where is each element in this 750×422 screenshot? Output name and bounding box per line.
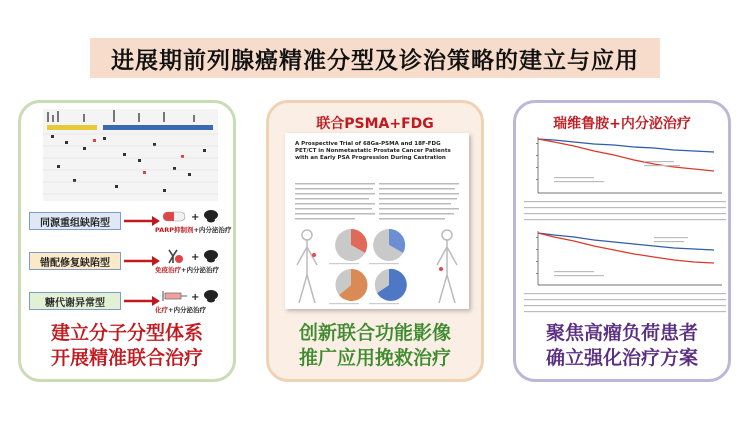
mutation-heatmap-image [43, 109, 218, 201]
subtype-row-hrd [27, 207, 233, 235]
svg-text:+: + [191, 212, 200, 223]
panel-intensified-therapy [513, 100, 731, 382]
page-title: 进展期前列腺癌精准分型及诊治策略的建立与应用 [111, 47, 639, 74]
pill-capsule-icon [161, 207, 233, 225]
therapy-primary: 免疫治疗 [155, 266, 181, 274]
panel-heading: 联合PSMA+FDG [316, 116, 434, 132]
caption-line-2: 推广应用挽救治疗 [298, 347, 451, 369]
paper-thumbnail [285, 133, 469, 309]
panel-functional-imaging [266, 100, 484, 382]
caption-left [21, 321, 233, 371]
svg-text:+: + [191, 252, 200, 263]
caption-line-1: 创新联合功能影像 [298, 322, 451, 344]
subtype-row-glucose [27, 287, 233, 315]
title-banner [90, 38, 660, 78]
panel-molecular-subtyping [18, 100, 236, 382]
km-curve-bottom [524, 227, 726, 317]
therapy-secondary: +内分泌治疗 [193, 226, 232, 234]
therapy-primary: 化疗 [155, 306, 168, 314]
therapy-primary: PARP抑制剂 [155, 226, 194, 234]
paper-title: A Prospective Trial of 68Ga-PSMA and 18F-FDG PET/CT in Nonmetastatic Prostate Cancer Patients with an Early PSA Progression During Castration [295, 141, 451, 161]
caption-right [516, 321, 728, 371]
therapy-secondary: +内分泌治疗 [168, 306, 206, 314]
syringe-icon [161, 287, 233, 305]
subtype-row-mmr [27, 247, 233, 275]
paper-text-lines [295, 183, 459, 223]
subtype-label: 糖代谢异常型 [29, 292, 121, 310]
caption-middle [269, 321, 481, 371]
svg-text:+: + [191, 292, 200, 303]
caption-line-1: 建立分子分型体系 [50, 322, 203, 344]
subtype-label: 错配修复缺陷型 [29, 252, 121, 270]
caption-line-2: 确立强化治疗方案 [545, 347, 698, 369]
km-curve-top [524, 133, 726, 225]
antibody-icon [161, 247, 233, 265]
panel-heading: 瑞维鲁胺+内分泌治疗 [553, 116, 691, 132]
caption-line-2: 开展精准联合治疗 [50, 347, 203, 369]
caption-line-1: 聚焦高瘤负荷患者 [545, 322, 698, 344]
pet-ct-figure [289, 225, 465, 307]
therapy-secondary: +内分泌治疗 [181, 266, 219, 274]
subtype-label: 同源重组缺陷型 [29, 212, 121, 230]
